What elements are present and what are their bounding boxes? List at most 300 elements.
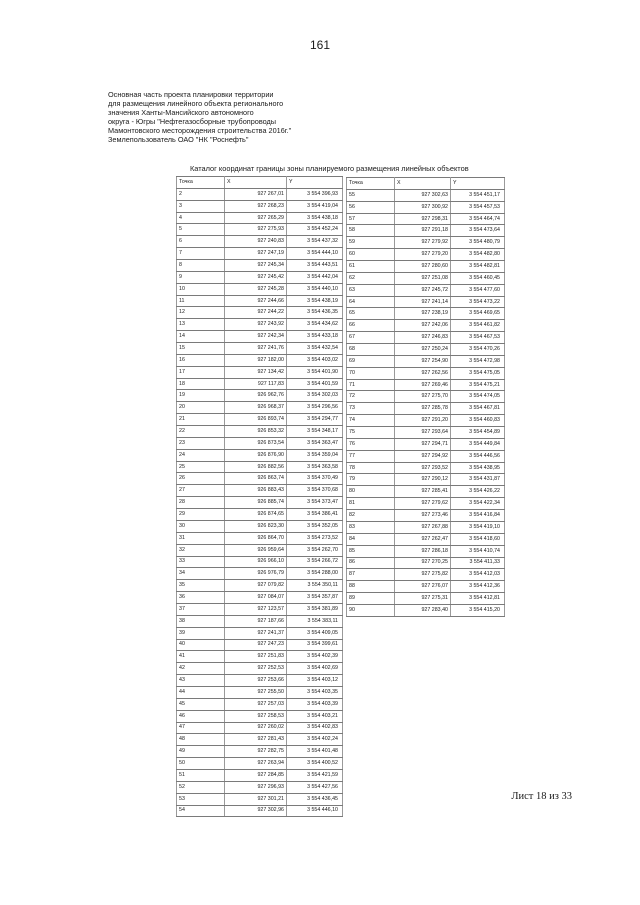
x-cell: 927 241,14 bbox=[395, 296, 451, 308]
y-cell: 3 554 446,10 bbox=[287, 805, 343, 817]
point-cell: 56 bbox=[347, 201, 395, 213]
point-cell: 32 bbox=[177, 544, 225, 556]
point-cell: 80 bbox=[347, 486, 395, 498]
point-cell: 83 bbox=[347, 521, 395, 533]
y-cell: 3 554 370,49 bbox=[287, 473, 343, 485]
x-cell: 927 300,92 bbox=[395, 201, 451, 213]
x-cell: 927 291,18 bbox=[395, 225, 451, 237]
y-cell: 3 554 402,69 bbox=[287, 663, 343, 675]
x-cell: 927 263,94 bbox=[225, 758, 287, 770]
table-row bbox=[347, 462, 505, 474]
x-cell: 927 275,31 bbox=[395, 593, 451, 605]
point-cell: 17 bbox=[177, 366, 225, 378]
y-cell: 3 554 266,72 bbox=[287, 556, 343, 568]
x-cell: 926 882,56 bbox=[225, 461, 287, 473]
point-cell: 28 bbox=[177, 497, 225, 509]
point-cell: 52 bbox=[177, 781, 225, 793]
y-cell: 3 554 467,81 bbox=[451, 403, 505, 415]
table-row bbox=[177, 366, 343, 378]
x-cell: 927 251,83 bbox=[225, 651, 287, 663]
x-cell: 927 260,02 bbox=[225, 722, 287, 734]
x-cell: 927 279,20 bbox=[395, 249, 451, 261]
y-cell: 3 554 432,54 bbox=[287, 343, 343, 355]
y-cell: 3 554 401,90 bbox=[287, 366, 343, 378]
point-cell: 26 bbox=[177, 473, 225, 485]
table-row bbox=[347, 593, 505, 605]
x-cell: 927 255,50 bbox=[225, 686, 287, 698]
x-cell: 927 187,66 bbox=[225, 615, 287, 627]
table-row bbox=[347, 332, 505, 344]
y-cell: 3 554 409,05 bbox=[287, 627, 343, 639]
point-cell: 86 bbox=[347, 557, 395, 569]
sheet-label: Лист 18 из 33 bbox=[511, 791, 572, 802]
column-header-x: X bbox=[225, 177, 287, 189]
x-cell: 927 296,93 bbox=[225, 781, 287, 793]
table-row bbox=[177, 343, 343, 355]
table-row bbox=[177, 615, 343, 627]
y-cell: 3 554 446,56 bbox=[451, 450, 505, 462]
table-row bbox=[177, 390, 343, 402]
x-cell: 927 262,47 bbox=[395, 533, 451, 545]
y-cell: 3 554 437,32 bbox=[287, 236, 343, 248]
table-row bbox=[177, 295, 343, 307]
x-cell: 926 962,76 bbox=[225, 390, 287, 402]
y-cell: 3 554 294,77 bbox=[287, 414, 343, 426]
x-cell: 926 883,43 bbox=[225, 485, 287, 497]
table-row bbox=[177, 497, 343, 509]
y-cell: 3 554 434,62 bbox=[287, 319, 343, 331]
x-cell: 927 245,34 bbox=[225, 260, 287, 272]
x-cell: 926 874,65 bbox=[225, 509, 287, 521]
point-cell: 61 bbox=[347, 261, 395, 273]
x-cell: 927 286,18 bbox=[395, 545, 451, 557]
point-cell: 38 bbox=[177, 615, 225, 627]
table-row bbox=[347, 450, 505, 462]
point-cell: 62 bbox=[347, 272, 395, 284]
y-cell: 3 554 411,33 bbox=[451, 557, 505, 569]
point-cell: 45 bbox=[177, 698, 225, 710]
x-cell: 926 863,74 bbox=[225, 473, 287, 485]
y-cell: 3 554 370,68 bbox=[287, 485, 343, 497]
x-cell: 927 283,40 bbox=[395, 604, 451, 616]
table-row bbox=[347, 486, 505, 498]
point-cell: 24 bbox=[177, 449, 225, 461]
point-cell: 57 bbox=[347, 213, 395, 225]
table-row bbox=[347, 427, 505, 439]
point-cell: 82 bbox=[347, 510, 395, 522]
point-cell: 85 bbox=[347, 545, 395, 557]
y-cell: 3 554 438,95 bbox=[451, 462, 505, 474]
point-cell: 16 bbox=[177, 354, 225, 366]
header-line: Землепользователь ОАО "НК "Роснефть" bbox=[108, 135, 249, 144]
x-cell: 927 238,19 bbox=[395, 308, 451, 320]
point-cell: 55 bbox=[347, 189, 395, 201]
table-row bbox=[347, 415, 505, 427]
table-row bbox=[347, 355, 505, 367]
point-cell: 30 bbox=[177, 520, 225, 532]
point-cell: 69 bbox=[347, 355, 395, 367]
point-cell: 81 bbox=[347, 498, 395, 510]
point-cell: 75 bbox=[347, 427, 395, 439]
x-cell: 927 280,60 bbox=[395, 261, 451, 273]
x-cell: 926 873,54 bbox=[225, 437, 287, 449]
point-cell: 72 bbox=[347, 391, 395, 403]
x-cell: 927 302,63 bbox=[395, 189, 451, 201]
x-cell: 927 241,76 bbox=[225, 343, 287, 355]
point-cell: 39 bbox=[177, 627, 225, 639]
y-cell: 3 554 386,41 bbox=[287, 509, 343, 521]
point-cell: 4 bbox=[177, 212, 225, 224]
table-row bbox=[347, 272, 505, 284]
y-cell: 3 554 363,47 bbox=[287, 437, 343, 449]
table-row bbox=[177, 212, 343, 224]
y-cell: 3 554 403,12 bbox=[287, 675, 343, 687]
table-row bbox=[177, 758, 343, 770]
y-cell: 3 554 348,17 bbox=[287, 426, 343, 438]
y-cell: 3 554 431,87 bbox=[451, 474, 505, 486]
point-cell: 43 bbox=[177, 675, 225, 687]
x-cell: 926 959,64 bbox=[225, 544, 287, 556]
header-line: Мамонтовского месторождения строительства 2016г." bbox=[108, 126, 292, 135]
point-cell: 35 bbox=[177, 580, 225, 592]
x-cell: 927 284,85 bbox=[225, 769, 287, 781]
point-cell: 89 bbox=[347, 593, 395, 605]
point-cell: 46 bbox=[177, 710, 225, 722]
point-cell: 23 bbox=[177, 437, 225, 449]
point-cell: 76 bbox=[347, 438, 395, 450]
column-header-y: Y bbox=[287, 177, 343, 189]
x-cell: 927 293,64 bbox=[395, 427, 451, 439]
table-row bbox=[177, 651, 343, 663]
point-cell: 63 bbox=[347, 284, 395, 296]
table-row bbox=[177, 248, 343, 260]
y-cell: 3 554 363,58 bbox=[287, 461, 343, 473]
x-cell: 927 246,83 bbox=[395, 332, 451, 344]
column-header-y: Y bbox=[451, 178, 505, 190]
table-row bbox=[347, 498, 505, 510]
x-cell: 927 252,53 bbox=[225, 663, 287, 675]
point-cell: 50 bbox=[177, 758, 225, 770]
point-cell: 10 bbox=[177, 283, 225, 295]
point-cell: 15 bbox=[177, 343, 225, 355]
x-cell: 927 242,34 bbox=[225, 331, 287, 343]
header-line: значения Ханты-Мансийского автономного bbox=[108, 108, 254, 117]
x-cell: 927 285,78 bbox=[395, 403, 451, 415]
point-cell: 21 bbox=[177, 414, 225, 426]
table-row bbox=[177, 485, 343, 497]
table-row bbox=[177, 532, 343, 544]
table-row bbox=[177, 271, 343, 283]
point-cell: 66 bbox=[347, 320, 395, 332]
y-cell: 3 554 402,83 bbox=[287, 722, 343, 734]
y-cell: 3 554 410,74 bbox=[451, 545, 505, 557]
x-cell: 927 247,23 bbox=[225, 639, 287, 651]
table-row bbox=[347, 403, 505, 415]
x-cell: 927 267,88 bbox=[395, 521, 451, 533]
y-cell: 3 554 302,03 bbox=[287, 390, 343, 402]
point-cell: 34 bbox=[177, 568, 225, 580]
y-cell: 3 554 383,11 bbox=[287, 615, 343, 627]
y-cell: 3 554 467,53 bbox=[451, 332, 505, 344]
coordinates-table-left bbox=[176, 176, 343, 817]
point-cell: 11 bbox=[177, 295, 225, 307]
table-row bbox=[177, 200, 343, 212]
table-body-right bbox=[347, 189, 505, 616]
table-row bbox=[347, 308, 505, 320]
table-row bbox=[347, 391, 505, 403]
point-cell: 14 bbox=[177, 331, 225, 343]
table-row bbox=[177, 556, 343, 568]
table-row bbox=[177, 331, 343, 343]
y-cell: 3 554 359,04 bbox=[287, 449, 343, 461]
y-cell: 3 554 352,05 bbox=[287, 520, 343, 532]
point-cell: 60 bbox=[347, 249, 395, 261]
point-cell: 25 bbox=[177, 461, 225, 473]
table-row bbox=[177, 722, 343, 734]
point-cell: 79 bbox=[347, 474, 395, 486]
point-cell: 90 bbox=[347, 604, 395, 616]
x-cell: 927 302,96 bbox=[225, 805, 287, 817]
point-cell: 64 bbox=[347, 296, 395, 308]
table-row bbox=[177, 461, 343, 473]
table-row bbox=[177, 426, 343, 438]
point-cell: 70 bbox=[347, 367, 395, 379]
table-row bbox=[177, 283, 343, 295]
y-cell: 3 554 473,64 bbox=[451, 225, 505, 237]
y-cell: 3 554 460,83 bbox=[451, 415, 505, 427]
coordinates-table-right bbox=[346, 177, 505, 617]
table-row bbox=[177, 805, 343, 817]
table-row bbox=[177, 449, 343, 461]
table-row bbox=[177, 734, 343, 746]
table-row bbox=[177, 793, 343, 805]
table-row bbox=[177, 769, 343, 781]
y-cell: 3 554 472,98 bbox=[451, 355, 505, 367]
point-cell: 51 bbox=[177, 769, 225, 781]
y-cell: 3 554 273,52 bbox=[287, 532, 343, 544]
table-row bbox=[347, 545, 505, 557]
y-cell: 3 554 464,74 bbox=[451, 213, 505, 225]
table-row bbox=[347, 604, 505, 616]
y-cell: 3 554 470,26 bbox=[451, 344, 505, 356]
y-cell: 3 554 444,10 bbox=[287, 248, 343, 260]
y-cell: 3 554 426,22 bbox=[451, 486, 505, 498]
point-cell: 12 bbox=[177, 307, 225, 319]
point-cell: 9 bbox=[177, 271, 225, 283]
point-cell: 77 bbox=[347, 450, 395, 462]
y-cell: 3 554 401,59 bbox=[287, 378, 343, 390]
x-cell: 927 291,20 bbox=[395, 415, 451, 427]
y-cell: 3 554 373,47 bbox=[287, 497, 343, 509]
table-row bbox=[347, 344, 505, 356]
y-cell: 3 554 402,24 bbox=[287, 734, 343, 746]
x-cell: 926 864,70 bbox=[225, 532, 287, 544]
y-cell: 3 554 296,56 bbox=[287, 402, 343, 414]
y-cell: 3 554 482,81 bbox=[451, 261, 505, 273]
x-cell: 927 257,03 bbox=[225, 698, 287, 710]
point-cell: 53 bbox=[177, 793, 225, 805]
point-cell: 88 bbox=[347, 581, 395, 593]
y-cell: 3 554 381,89 bbox=[287, 603, 343, 615]
y-cell: 3 554 412,36 bbox=[451, 581, 505, 593]
y-cell: 3 554 402,39 bbox=[287, 651, 343, 663]
y-cell: 3 554 421,59 bbox=[287, 769, 343, 781]
point-cell: 13 bbox=[177, 319, 225, 331]
y-cell: 3 554 475,05 bbox=[451, 367, 505, 379]
x-cell: 927 279,62 bbox=[395, 498, 451, 510]
x-cell: 927 273,46 bbox=[395, 510, 451, 522]
table-row bbox=[177, 188, 343, 200]
table-row bbox=[177, 544, 343, 556]
table-row bbox=[347, 379, 505, 391]
table-row bbox=[347, 284, 505, 296]
point-cell: 3 bbox=[177, 200, 225, 212]
table-row bbox=[177, 224, 343, 236]
table-row bbox=[347, 320, 505, 332]
table-row bbox=[177, 580, 343, 592]
table-row bbox=[177, 437, 343, 449]
x-cell: 927 282,75 bbox=[225, 746, 287, 758]
point-cell: 7 bbox=[177, 248, 225, 260]
x-cell: 926 966,10 bbox=[225, 556, 287, 568]
y-cell: 3 554 422,34 bbox=[451, 498, 505, 510]
table-row bbox=[347, 225, 505, 237]
column-header-point: Точка bbox=[347, 178, 395, 190]
point-cell: 31 bbox=[177, 532, 225, 544]
table-row bbox=[177, 627, 343, 639]
table-row bbox=[177, 686, 343, 698]
x-cell: 927 244,22 bbox=[225, 307, 287, 319]
point-cell: 41 bbox=[177, 651, 225, 663]
x-cell: 927 285,41 bbox=[395, 486, 451, 498]
y-cell: 3 554 438,19 bbox=[287, 295, 343, 307]
y-cell: 3 554 288,00 bbox=[287, 568, 343, 580]
table-row bbox=[177, 592, 343, 604]
table-row bbox=[177, 781, 343, 793]
catalog-title: Каталог координат границы зоны планируемого размещения линейных объектов bbox=[190, 164, 469, 173]
x-cell: 927 262,56 bbox=[395, 367, 451, 379]
x-cell: 927 117,83 bbox=[225, 378, 287, 390]
table-row bbox=[177, 568, 343, 580]
y-cell: 3 554 452,24 bbox=[287, 224, 343, 236]
x-cell: 926 968,37 bbox=[225, 402, 287, 414]
x-cell: 927 240,83 bbox=[225, 236, 287, 248]
table-row bbox=[347, 569, 505, 581]
table-row bbox=[347, 189, 505, 201]
table-row bbox=[177, 307, 343, 319]
point-cell: 78 bbox=[347, 462, 395, 474]
table-row bbox=[177, 319, 343, 331]
table-row bbox=[177, 710, 343, 722]
y-cell: 3 554 416,84 bbox=[451, 510, 505, 522]
y-cell: 3 554 396,93 bbox=[287, 188, 343, 200]
table-row bbox=[177, 603, 343, 615]
point-cell: 65 bbox=[347, 308, 395, 320]
point-cell: 54 bbox=[177, 805, 225, 817]
y-cell: 3 554 400,52 bbox=[287, 758, 343, 770]
x-cell: 927 253,66 bbox=[225, 675, 287, 687]
table-row bbox=[177, 509, 343, 521]
x-cell: 927 251,08 bbox=[395, 272, 451, 284]
point-cell: 44 bbox=[177, 686, 225, 698]
table-row bbox=[347, 213, 505, 225]
point-cell: 58 bbox=[347, 225, 395, 237]
header-line: округа - Югры "Нефтегазосборные трубопроводы bbox=[108, 117, 277, 126]
y-cell: 3 554 412,81 bbox=[451, 593, 505, 605]
y-cell: 3 554 419,04 bbox=[287, 200, 343, 212]
y-cell: 3 554 262,70 bbox=[287, 544, 343, 556]
y-cell: 3 554 480,79 bbox=[451, 237, 505, 249]
y-cell: 3 554 433,18 bbox=[287, 331, 343, 343]
x-cell: 927 268,23 bbox=[225, 200, 287, 212]
point-cell: 19 bbox=[177, 390, 225, 402]
y-cell: 3 554 449,84 bbox=[451, 438, 505, 450]
x-cell: 927 294,92 bbox=[395, 450, 451, 462]
x-cell: 927 281,43 bbox=[225, 734, 287, 746]
point-cell: 47 bbox=[177, 722, 225, 734]
column-header-x: X bbox=[395, 178, 451, 190]
x-cell: 927 241,37 bbox=[225, 627, 287, 639]
table-row bbox=[177, 663, 343, 675]
table-row bbox=[177, 520, 343, 532]
y-cell: 3 554 419,10 bbox=[451, 521, 505, 533]
x-cell: 927 084,07 bbox=[225, 592, 287, 604]
point-cell: 71 bbox=[347, 379, 395, 391]
y-cell: 3 554 460,45 bbox=[451, 272, 505, 284]
y-cell: 3 554 412,03 bbox=[451, 569, 505, 581]
x-cell: 926 885,74 bbox=[225, 497, 287, 509]
x-cell: 927 275,70 bbox=[395, 391, 451, 403]
table-row bbox=[347, 510, 505, 522]
x-cell: 927 275,82 bbox=[395, 569, 451, 581]
point-cell: 48 bbox=[177, 734, 225, 746]
table-row bbox=[177, 260, 343, 272]
page-number: 161 bbox=[309, 38, 331, 52]
point-cell: 84 bbox=[347, 533, 395, 545]
y-cell: 3 554 403,21 bbox=[287, 710, 343, 722]
point-cell: 40 bbox=[177, 639, 225, 651]
table-row bbox=[347, 201, 505, 213]
table-row bbox=[177, 236, 343, 248]
table-row bbox=[347, 367, 505, 379]
y-cell: 3 554 473,22 bbox=[451, 296, 505, 308]
x-cell: 927 293,52 bbox=[395, 462, 451, 474]
y-cell: 3 554 403,39 bbox=[287, 698, 343, 710]
x-cell: 927 247,19 bbox=[225, 248, 287, 260]
point-cell: 73 bbox=[347, 403, 395, 415]
x-cell: 927 245,28 bbox=[225, 283, 287, 295]
point-cell: 87 bbox=[347, 569, 395, 581]
y-cell: 3 554 461,82 bbox=[451, 320, 505, 332]
table-row bbox=[177, 698, 343, 710]
point-cell: 49 bbox=[177, 746, 225, 758]
x-cell: 927 182,00 bbox=[225, 354, 287, 366]
point-cell: 36 bbox=[177, 592, 225, 604]
x-cell: 926 893,74 bbox=[225, 414, 287, 426]
table-header-row bbox=[347, 178, 505, 190]
document-header bbox=[108, 90, 398, 144]
x-cell: 926 976,79 bbox=[225, 568, 287, 580]
x-cell: 927 265,29 bbox=[225, 212, 287, 224]
header-line: Основная часть проекта планировки территории bbox=[108, 90, 274, 99]
point-cell: 8 bbox=[177, 260, 225, 272]
table-row bbox=[177, 746, 343, 758]
table-row bbox=[347, 237, 505, 249]
x-cell: 927 243,92 bbox=[225, 319, 287, 331]
point-cell: 5 bbox=[177, 224, 225, 236]
x-cell: 927 269,46 bbox=[395, 379, 451, 391]
x-cell: 927 298,31 bbox=[395, 213, 451, 225]
